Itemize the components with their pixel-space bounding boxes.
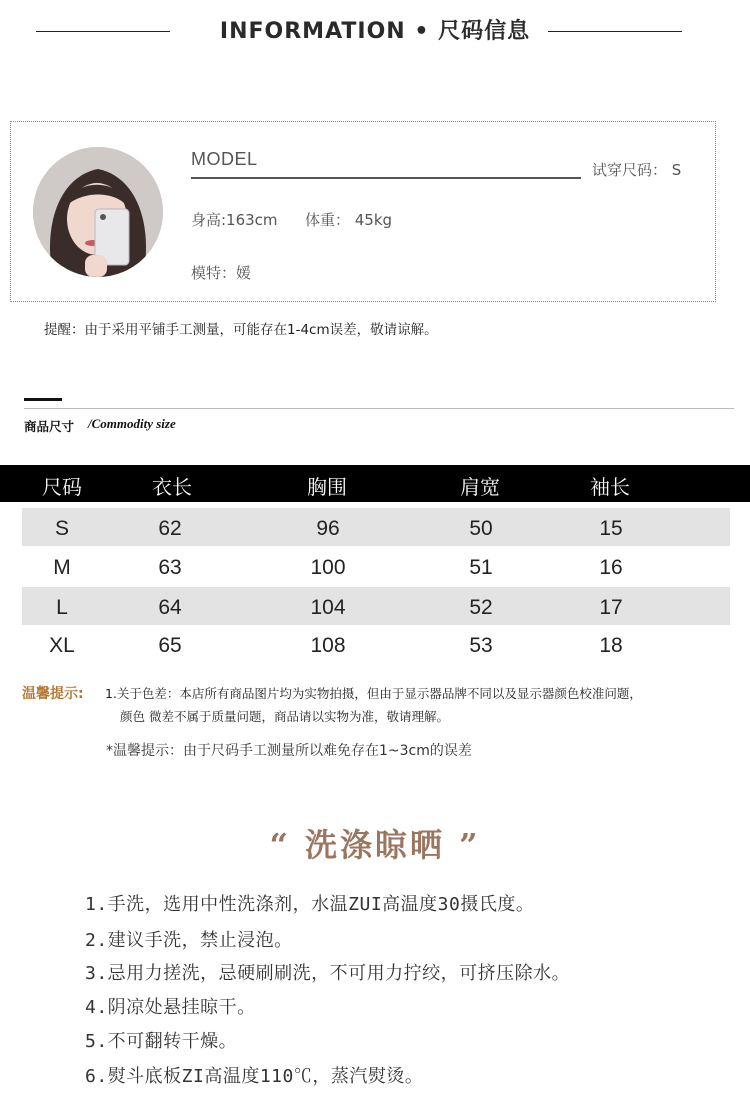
tip-text-line2: 颜色 微差不属于质量问题，商品请以实物为准，敬请理解。 bbox=[120, 709, 449, 724]
table-cell: 108 bbox=[310, 634, 346, 657]
table-cell: 52 bbox=[469, 596, 493, 619]
care-item: 2.建议手洗，禁止浸泡。 bbox=[85, 930, 293, 951]
table-row bbox=[22, 587, 730, 625]
header-length: 衣长 bbox=[152, 475, 192, 499]
table-cell: 64 bbox=[158, 596, 182, 619]
model-heading: MODEL bbox=[191, 149, 258, 169]
header-shoulder: 肩宽 bbox=[460, 475, 500, 499]
table-cell: 100 bbox=[310, 556, 346, 579]
table-row bbox=[22, 508, 730, 546]
page-title: INFORMATION • 尺码信息 bbox=[219, 19, 531, 44]
care-item: 6.熨斗底板ZI高温度110℃，蒸汽熨烫。 bbox=[85, 1066, 424, 1087]
table-cell: XL bbox=[49, 634, 75, 657]
size-table-header bbox=[0, 465, 750, 502]
commodity-size-title-en: /Commodity size bbox=[88, 416, 176, 431]
table-row bbox=[22, 627, 730, 665]
table-cell: 53 bbox=[469, 634, 493, 657]
table-cell: 63 bbox=[158, 556, 182, 579]
measurement-tip: *温馨提示：由于尺码手工测量所以难免存在1~3cm的误差 bbox=[106, 743, 472, 759]
tip-label: 温馨提示: bbox=[22, 686, 84, 702]
care-item: 1.手洗，选用中性洗涤剂，水温ZUI高温度30摄氏度。 bbox=[85, 894, 535, 915]
table-cell: 65 bbox=[158, 634, 182, 657]
care-item: 3.忌用力搓洗，忌硬刷刷洗，不可用力拧绞，可挤压除水。 bbox=[85, 963, 571, 984]
model-photo bbox=[33, 147, 163, 277]
table-cell: 96 bbox=[316, 517, 340, 540]
model-heading-rule bbox=[191, 177, 581, 179]
model-weight: 体重： 45kg bbox=[305, 211, 393, 229]
table-cell: 51 bbox=[469, 556, 493, 579]
table-row bbox=[22, 548, 730, 586]
table-cell: 18 bbox=[599, 634, 623, 657]
header-chest: 胸围 bbox=[307, 475, 347, 499]
table-cell: L bbox=[56, 596, 68, 619]
care-item: 5.不可翻转干燥。 bbox=[85, 1031, 238, 1052]
header-sleeve: 袖长 bbox=[590, 475, 630, 499]
section-rule bbox=[24, 408, 734, 409]
table-cell: 16 bbox=[599, 556, 623, 579]
table-cell: 104 bbox=[310, 596, 346, 619]
header-size: 尺码 bbox=[42, 475, 82, 499]
measurement-reminder: 提醒：由于采用平铺手工测量，可能存在1-4cm误差，敬请谅解。 bbox=[44, 322, 438, 338]
table-cell: 15 bbox=[599, 517, 623, 540]
model-height: 身高:163cm bbox=[191, 211, 278, 229]
section-accent-bar bbox=[24, 398, 62, 401]
table-cell: 50 bbox=[469, 517, 493, 540]
care-item: 4.阴凉处悬挂晾干。 bbox=[85, 997, 256, 1018]
tip-text-line1: 1.关于色差：本店所有商品图片均为实物拍摄，但由于显示器品牌不同以及显示器颜色校准问题， bbox=[105, 686, 642, 701]
model-name: 模特：媛 bbox=[191, 264, 252, 282]
try-size: 试穿尺码： S bbox=[592, 161, 682, 179]
table-cell: M bbox=[53, 556, 71, 579]
avatar bbox=[33, 147, 163, 277]
care-title: “ 洗涤晾晒 ” bbox=[269, 826, 481, 864]
table-cell: 62 bbox=[158, 517, 182, 540]
commodity-size-title-cn: 商品尺寸 bbox=[24, 419, 75, 434]
table-cell: 17 bbox=[599, 596, 623, 619]
table-cell: S bbox=[54, 517, 70, 540]
